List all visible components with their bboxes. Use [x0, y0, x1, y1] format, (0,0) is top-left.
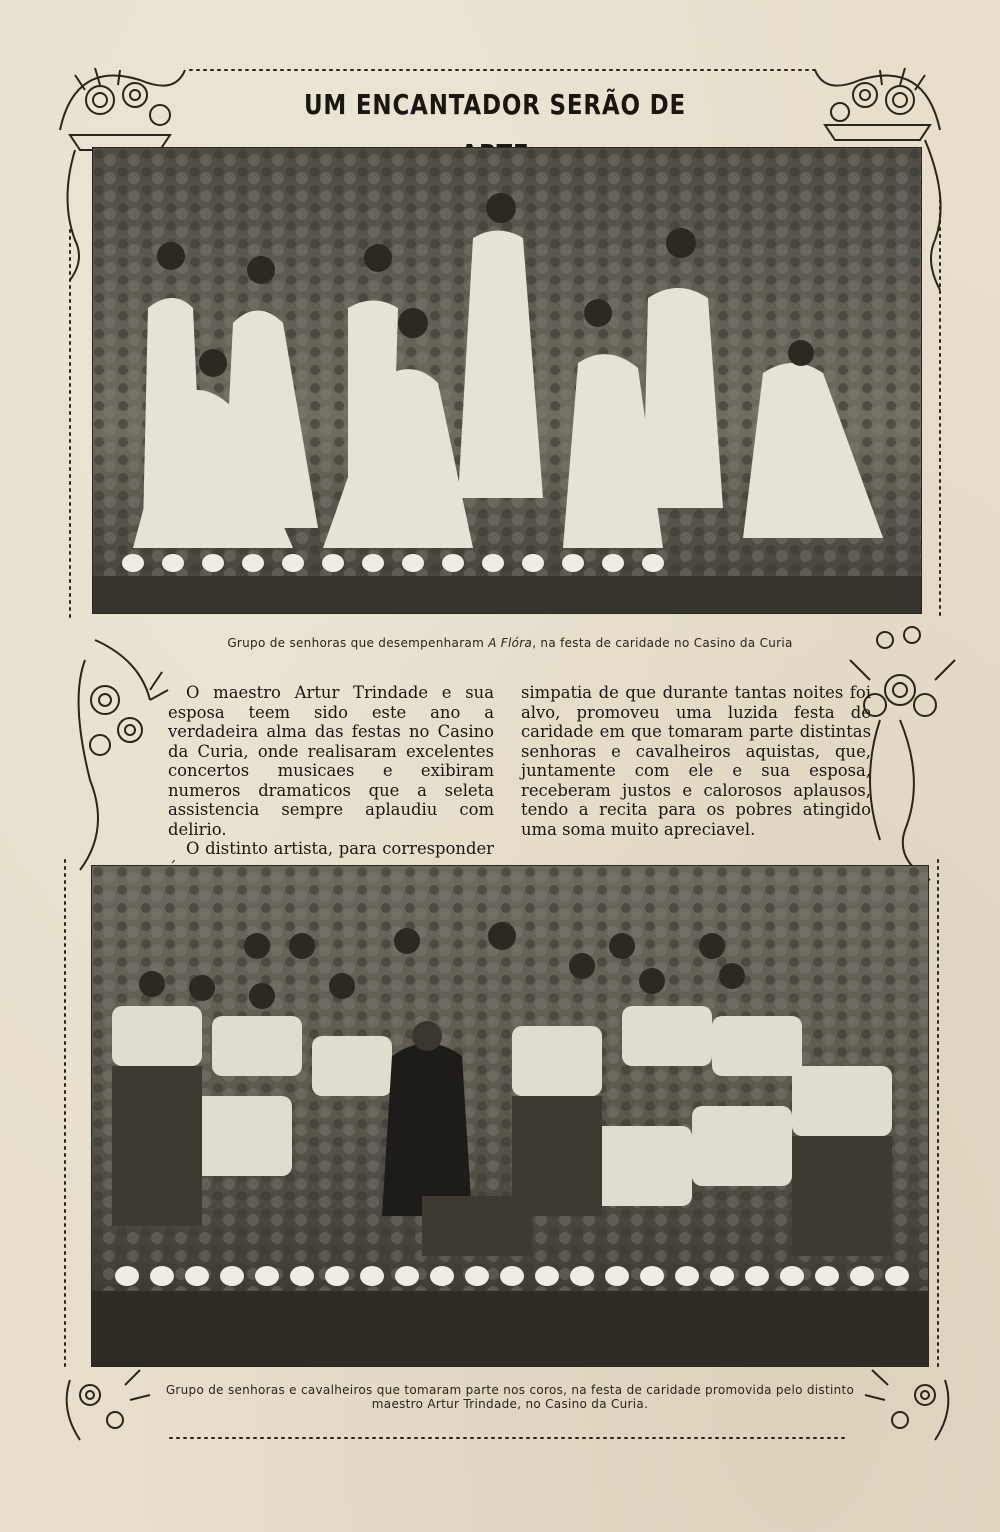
- floral-ornament-mid-left: [79, 640, 168, 870]
- article-column-right: [521, 683, 871, 839]
- article-column-left: [168, 683, 494, 878]
- photo-choir-group: [91, 865, 929, 1367]
- article-title: UM ENCANTADOR SERÃO DE: [303, 88, 687, 121]
- article-paragraph: simpatia de que durante tantas noites foi alvo, promoveu uma luzida festa de caridade em que tomaram parte distintas senhoras e cavalheiros aquistas, que, juntamente com ele e sua esposa, receberam justos e calorosos aplausos, tendo a recita para os pobres atingido uma soma muito apreciavel.: [521, 683, 871, 839]
- floral-ornament-bottom-right: [865, 1370, 948, 1440]
- floral-ornament-bottom-left: [67, 1370, 150, 1440]
- photo-top-caption: Grupo de senhoras que desempenharam A Flóra, na festa de caridade no Casino da Curia: [227, 636, 793, 650]
- photo-a-flora-group: [92, 147, 922, 614]
- article-paragraph: O distinto artista, para corresponder: [186, 839, 494, 858]
- article-paragraph: O maestro Artur Trindade e sua esposa teem sido este ano a verdadeira alma das festas no Casino da Curia, onde realisaram excelentes concertos musicaes e exibiram numeros dramaticos que a seleta assistencia sempre aplaudiu com delirio.: [168, 683, 494, 839]
- photo-bottom-caption: Grupo de senhoras e cavalheiros que tomaram parte nos coros, na festa de caridade promovida pelo distinto maestro Artur Trindade, no Casino da Curia.: [165, 1383, 855, 1411]
